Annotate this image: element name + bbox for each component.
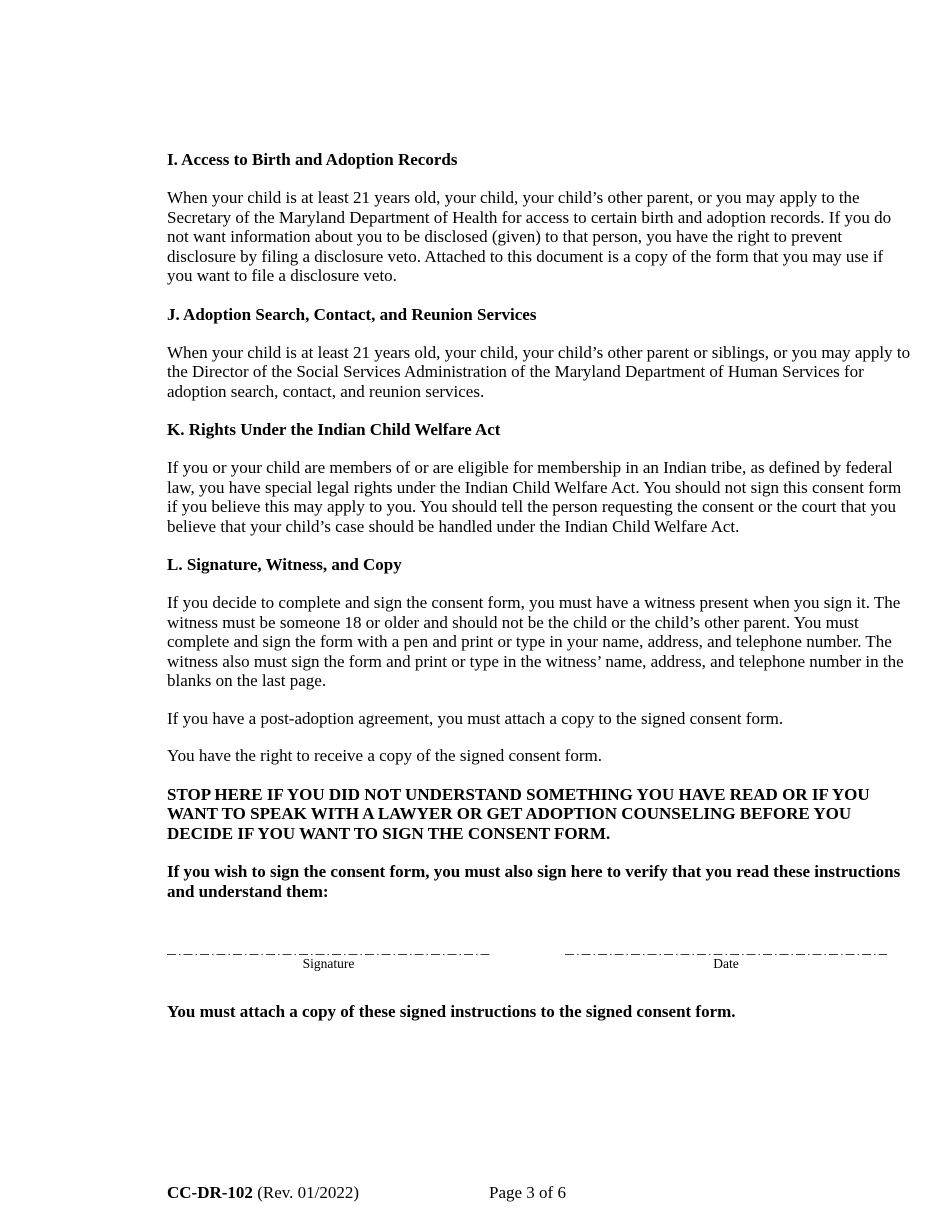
section-heading-access-records: I. Access to Birth and Adoption Records xyxy=(167,150,458,169)
paragraph-post-adoption: If you have a post-adoption agreement, you must attach a copy to the signed consent form. xyxy=(167,708,784,728)
section-body-search-reunion: When your child is at least 21 years old, your child, your child’s other parent or siblings, or you may apply to the Director of the Social Services Administration of the Maryland Department of Human Services for adoption search, contact, and reunion services. xyxy=(167,342,911,401)
signature-field xyxy=(167,954,490,971)
form-number: CC-DR-102 xyxy=(167,1183,253,1202)
paragraph-attach-copy: You must attach a copy of these signed instructions to the signed consent form. xyxy=(167,1002,736,1021)
section-body-signature-witness-copy: If you decide to complete and sign the consent form, you must have a witness present when you sign it. The witness must be someone 18 or older and should not be the child or the child’s other parent. You must complete and sign the form with a pen and print or type in your name, address, and telephone number. The witness also must sign the form and print or type in the witness’ name, address, and telephone number in the blanks on the last page. xyxy=(167,593,904,690)
signature-label: Signature xyxy=(302,956,355,971)
paragraph-right-to-copy: You have the right to receive a copy of the signed consent form. xyxy=(167,746,602,765)
section-heading-search-reunion: J. Adoption Search, Contact, and Reunion Services xyxy=(167,304,537,324)
document-content xyxy=(167,150,911,1022)
form-revision: (Rev. 01/2022) xyxy=(252,1183,360,1202)
page-number: Page 3 of 6 xyxy=(489,1183,566,1202)
footer-form-info xyxy=(167,1183,359,1203)
paragraph-sign-here: If you wish to sign the consent form, you must also sign here to verify that you read these instructions and understand them: xyxy=(167,862,901,901)
section-heading-signature-witness-copy: L. Signature, Witness, and Copy xyxy=(167,555,402,574)
date-line[interactable] xyxy=(565,954,887,955)
signature-block xyxy=(167,954,911,971)
section-heading-indian-child-welfare: K. Rights Under the Indian Child Welfare Act xyxy=(167,420,501,439)
date-label: Date xyxy=(713,956,739,971)
section-body-indian-child-welfare: If you or your child are members of or are eligible for membership in an Indian tribe, as defined by federal law, you have special legal rights under the Indian Child Welfare Act. You should not sign this consent form if you believe this may apply to you. You should tell the person requesting the consent or the court that you believe that your child’s case should be handled under the Indian Child Welfare Act. xyxy=(167,458,902,536)
date-field xyxy=(565,954,887,971)
paragraph-stop-warning: STOP HERE IF YOU DID NOT UNDERSTAND SOMETHING YOU HAVE READ OR IF YOU WANT TO SPEAK WITH A LAWYER OR GET ADOPTION COUNSELING BEFORE YOU DECIDE IF YOU WANT TO SIGN THE CONSENT FORM. xyxy=(167,784,870,843)
signature-line[interactable] xyxy=(167,954,490,955)
section-body-access-records: When your child is at least 21 years old, your child, your child’s other parent, or you may apply to the Secretary of the Maryland Department of Health for access to certain birth and adoption records. If you do not want information about you to be disclosed (given) to that person, you have the right to prevent disclosure by filing a disclosure veto. Attached to this document is a copy of the form that you may use if you want to file a disclosure veto. xyxy=(167,188,892,285)
